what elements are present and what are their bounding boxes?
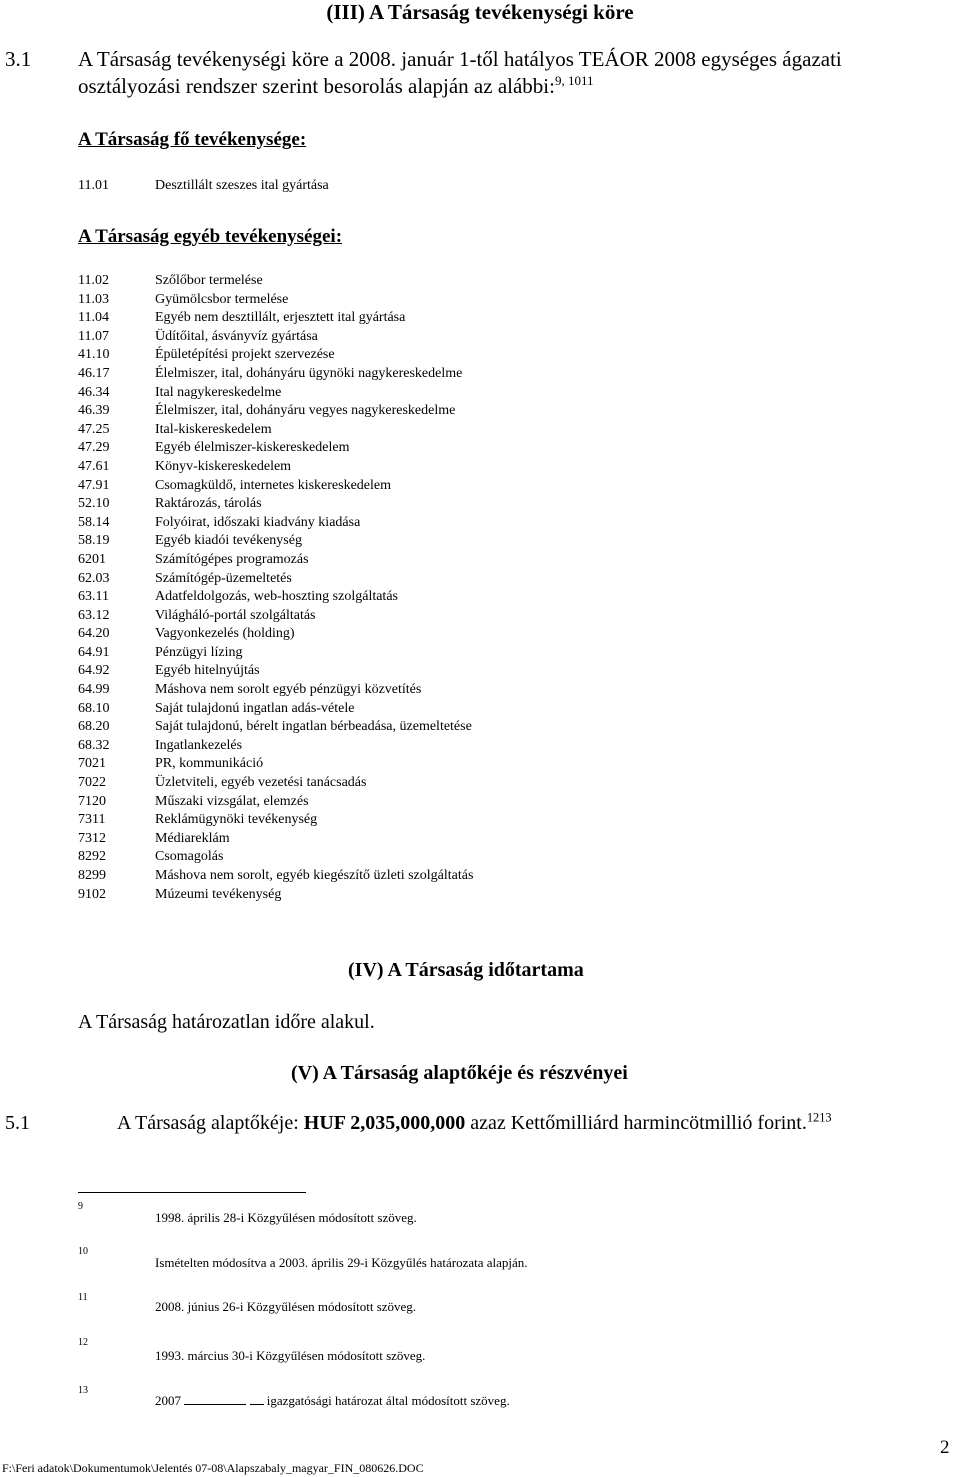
footnote-text: Ismételten módosítva a 2003. április 29-i Közgyűlés határozata alapján. [155, 1255, 528, 1270]
activity-row [78, 867, 938, 886]
footnote-text [155, 1393, 510, 1409]
section-5-title: (V) A Társaság alaptőkéje és részvényei [291, 1062, 628, 1084]
capital-amount: HUF 2,035,000,000 [303, 1112, 466, 1134]
activity-label: Vagyonkezelés (holding) [155, 626, 295, 642]
activity-row [78, 830, 938, 849]
activity-row [78, 700, 938, 719]
para-3-1-line1: A Társaság tevékenységi köre a 2008. január 1-től hatályos TEÁOR 2008 egységes ágazati [78, 47, 842, 71]
activity-label: Reklámügynöki tevékenység [155, 812, 318, 828]
activity-label: Világháló-portál szolgáltatás [155, 607, 316, 623]
activity-row [78, 346, 938, 365]
activity-code: 68.20 [78, 719, 110, 735]
activity-code: 11.07 [78, 328, 109, 344]
activity-label: Élelmiszer, ital, dohányáru vegyes nagykereskedelme [155, 403, 456, 419]
activity-code: 46.34 [78, 384, 110, 400]
activity-row [78, 477, 938, 496]
activity-row [78, 718, 938, 737]
activity-row [78, 532, 938, 551]
activity-label: Csomagküldő, internetes kiskereskedelem [155, 477, 391, 493]
activity-code: 11.02 [78, 273, 109, 288]
activity-label: Egyéb élelmiszer-kiskereskedelem [155, 440, 350, 456]
activity-code: 68.32 [78, 737, 110, 753]
activity-code: 47.91 [78, 477, 110, 493]
activity-label: Desztillált szeszes ital gyártása [155, 178, 329, 193]
activity-code: 7312 [78, 830, 106, 846]
activity-row [78, 384, 938, 403]
activity-row [78, 625, 938, 644]
page-number: 2 [940, 1437, 950, 1458]
activity-row [78, 439, 938, 458]
activity-label: Máshova nem sorolt egyéb pénzügyi közvetítés [155, 682, 422, 698]
para-5-1-text [117, 1112, 832, 1135]
activity-code: 9102 [78, 886, 106, 902]
activity-label: Ital-kiskereskedelem [155, 421, 272, 437]
footnote-ref-9-10-11[interactable]: 9, 1011 [554, 73, 594, 88]
blank-line [184, 1393, 246, 1405]
footnote-separator [78, 1192, 306, 1193]
activity-row [78, 551, 938, 570]
main-activity-row [78, 177, 938, 196]
section-3-title: (III) A Társaság tevékenységi köre [326, 0, 634, 24]
activity-code: 8299 [78, 868, 106, 883]
footnote-number: 10 [78, 1246, 88, 1257]
activity-label: Élelmiszer, ital, dohányáru ügynöki nagykereskedelme [155, 365, 463, 381]
activity-label: Épületépítési projekt szervezése [155, 347, 335, 363]
para-3-1-number: 3.1 [5, 47, 32, 71]
activity-label: Ingatlankezelés [155, 737, 243, 753]
activity-label: Folyóirat, időszaki kiadvány kiadása [155, 514, 361, 530]
activity-code: 41.10 [78, 347, 110, 363]
capital-words: azaz Kettőmilliárd harmincötmillió forint. [465, 1112, 807, 1134]
activity-code: 47.25 [78, 421, 110, 437]
activity-row [78, 755, 938, 774]
activity-code: 47.61 [78, 458, 110, 474]
activity-row [78, 774, 938, 793]
footnote-text: 1993. március 30-i Közgyűlésen módosított szöveg. [155, 1348, 426, 1363]
activity-label: Médiareklám [155, 830, 230, 846]
activity-label: Ital nagykereskedelme [155, 384, 282, 400]
activity-code: 11.03 [78, 291, 109, 307]
activity-row [78, 886, 938, 905]
section-4-text: A Társaság határozatlan időre alakul. [78, 1011, 375, 1033]
footnote-text-end: igazgatósági határozat által módosított szöveg. [266, 1393, 510, 1408]
activity-code: 11.04 [78, 310, 109, 326]
activity-code: 64.20 [78, 626, 110, 642]
activity-label: Számítógép-üzemeltetés [155, 570, 292, 586]
activity-row [78, 793, 938, 812]
activity-label: Üzletviteli, egyéb vezetési tanácsadás [155, 775, 367, 791]
activity-label: Csomagolás [155, 849, 224, 865]
activity-row [78, 737, 938, 756]
activity-row [78, 514, 938, 533]
activity-code: 46.17 [78, 365, 110, 381]
activity-row [78, 458, 938, 477]
footnote-number: 13 [78, 1385, 88, 1396]
activity-label: Egyéb nem desztillált, erjesztett ital gyártása [155, 310, 406, 326]
activity-code: 63.12 [78, 607, 110, 623]
activity-row [78, 402, 938, 421]
activity-row [78, 309, 938, 328]
footnote-ref-12-13[interactable]: 1213 [806, 1110, 832, 1125]
activity-code: 46.39 [78, 403, 110, 419]
para-3-1-line2-text: osztályozási rendszer szerint besorolás alapján az alábbi: [78, 74, 555, 98]
activity-label: Műszaki vizsgálat, elemzés [155, 793, 309, 809]
activity-row [78, 811, 938, 830]
activity-label: Múzeumi tevékenység [155, 886, 282, 902]
activity-row [78, 588, 938, 607]
footer-path: F:\Feri adatok\Dokumentumok\Jelentés 07-08\Alapszabaly_magyar_FIN_080626.DOC [2, 1461, 424, 1475]
footnote-text: 1998. április 28-i Közgyűlésen módosított szöveg. [155, 1210, 417, 1225]
activity-row [78, 607, 938, 626]
activity-label: Egyéb hitelnyújtás [155, 663, 260, 679]
activity-code: 7022 [78, 775, 106, 791]
para-3-1-line2 [78, 74, 594, 99]
activity-row [78, 328, 938, 347]
main-activity-heading: A Társaság fő tevékenysége: [78, 129, 307, 150]
activity-label: Üdítőital, ásványvíz gyártása [155, 328, 318, 344]
activity-code: 62.03 [78, 570, 110, 586]
activity-code: 7021 [78, 756, 106, 772]
para-5-1-number: 5.1 [5, 1112, 30, 1134]
activity-code: 6201 [78, 551, 106, 567]
activity-row [78, 644, 938, 663]
activity-code: 64.91 [78, 644, 110, 660]
activity-code: 64.99 [78, 682, 110, 698]
activity-code: 52.10 [78, 496, 110, 512]
activity-row [78, 681, 938, 700]
section-4-title: (IV) A Társaság időtartama [348, 959, 584, 981]
footnote-text: 2008. június 26-i Közgyűlésen módosított szöveg. [155, 1299, 417, 1314]
activity-row [78, 272, 938, 291]
activity-code: 58.14 [78, 514, 110, 530]
activity-label: PR, kommunikáció [155, 756, 264, 772]
activity-row [78, 848, 938, 867]
activity-code: 64.92 [78, 663, 110, 679]
other-activities-heading: A Társaság egyéb tevékenységei: [78, 226, 343, 247]
activity-row [78, 495, 938, 514]
activity-label: Számítógépes programozás [155, 551, 309, 567]
footnote-number: 12 [78, 1337, 88, 1348]
activity-label: Saját tulajdonú, bérelt ingatlan bérbeadása, üzemeltetése [155, 719, 472, 735]
activity-label: Adatfeldolgozás, web-hoszting szolgáltatás [155, 589, 398, 605]
activity-code: 7120 [78, 793, 106, 809]
activity-row [78, 570, 938, 589]
activity-label: Könyv-kiskereskedelem [155, 458, 292, 474]
activity-label: Gyümölcsbor termelése [155, 291, 289, 307]
activity-code: 11.01 [78, 178, 109, 193]
activity-code: 63.11 [78, 589, 109, 605]
activity-row [78, 421, 938, 440]
footnote-number: 11 [78, 1292, 88, 1303]
activity-code: 68.10 [78, 700, 110, 716]
activity-code: 8292 [78, 849, 106, 865]
other-activities-list [78, 272, 938, 904]
activity-label: Raktározás, tárolás [155, 496, 262, 512]
footnote-number: 9 [78, 1201, 83, 1212]
activity-row [78, 291, 938, 310]
activity-label: Szőlőbor termelése [155, 273, 263, 288]
activity-row [78, 365, 938, 384]
activity-code: 7311 [78, 812, 106, 828]
activity-label: Saját tulajdonú ingatlan adás-vétele [155, 700, 355, 716]
activity-row [78, 662, 938, 681]
activity-label: Máshova nem sorolt, egyéb kiegészítő üzleti szolgáltatás [155, 868, 474, 883]
footnote-text-start: 2007 [155, 1393, 181, 1408]
activity-code: 47.29 [78, 440, 110, 456]
activity-label: Pénzügyi lízing [155, 644, 243, 660]
blank-line [250, 1393, 264, 1405]
activity-label: Egyéb kiadói tevékenység [155, 533, 302, 549]
capital-label: A Társaság alaptőkéje: [117, 1112, 304, 1134]
activity-code: 58.19 [78, 533, 110, 549]
